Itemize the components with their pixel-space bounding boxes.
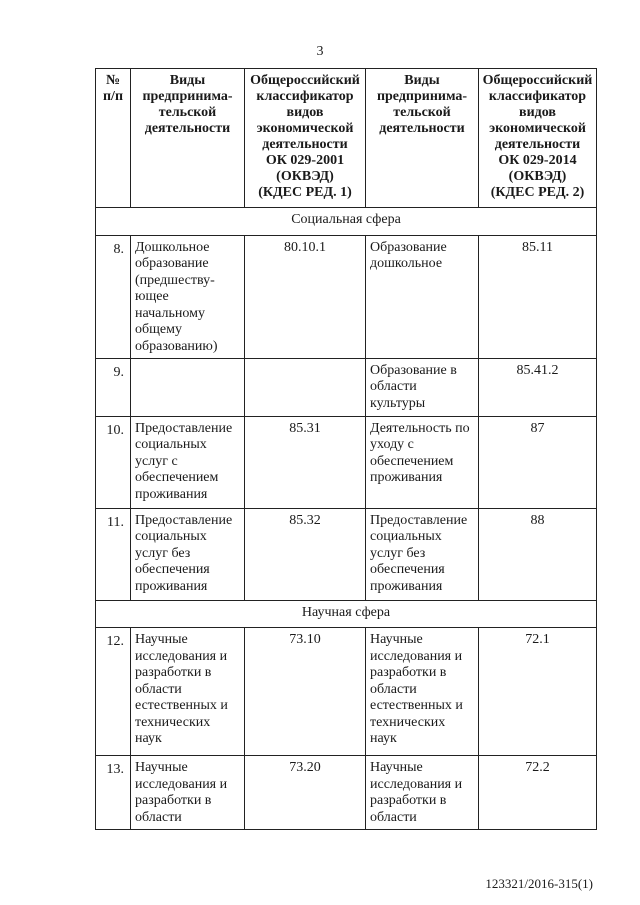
section-row bbox=[96, 600, 597, 628]
header-activity-old: Виды предпринима- тельской деятельности bbox=[131, 69, 245, 208]
activity-new: Предоставление социальных услуг без обеспечения проживания bbox=[366, 508, 479, 600]
table-header-row bbox=[96, 69, 597, 208]
code-old: 85.32 bbox=[245, 508, 366, 600]
row-num: 9. bbox=[96, 358, 131, 416]
activity-new: Научные исследования и разработки в области естественных и технических наук bbox=[366, 628, 479, 756]
table-row bbox=[96, 235, 597, 358]
activity-old: Предоставление социальных услуг без обеспечения проживания bbox=[131, 508, 245, 600]
section-row bbox=[96, 208, 597, 236]
activity-new: Научные исследования и разработки в области bbox=[366, 756, 479, 830]
header-num: № п/п bbox=[96, 69, 131, 208]
activity-new: Деятельность по уходу с обеспечением проживания bbox=[366, 416, 479, 508]
code-old: 80.10.1 bbox=[245, 235, 366, 358]
code-new: 72.1 bbox=[479, 628, 597, 756]
code-new: 85.11 bbox=[479, 235, 597, 358]
code-old bbox=[245, 358, 366, 416]
table-row bbox=[96, 508, 597, 600]
row-num: 12. bbox=[96, 628, 131, 756]
header-classifier-old: Общероссийский классификатор видов экономической деятельности ОК 029-2001 (ОКВЭД) (КДЕС РЕД. 1) bbox=[245, 69, 366, 208]
activity-old bbox=[131, 358, 245, 416]
activity-old: Предоставление социальных услуг с обеспечением проживания bbox=[131, 416, 245, 508]
row-num: 13. bbox=[96, 756, 131, 830]
page-number: 3 bbox=[316, 44, 324, 59]
code-old: 73.10 bbox=[245, 628, 366, 756]
code-new: 72.2 bbox=[479, 756, 597, 830]
table-row bbox=[96, 756, 597, 830]
code-old: 73.20 bbox=[245, 756, 366, 830]
section-title: Научная сфера bbox=[96, 600, 597, 628]
code-new: 85.41.2 bbox=[479, 358, 597, 416]
code-old: 85.31 bbox=[245, 416, 366, 508]
code-new: 87 bbox=[479, 416, 597, 508]
document-reference: 123321/2016-315(1) bbox=[485, 876, 593, 891]
activity-new: Образование в области культуры bbox=[366, 358, 479, 416]
row-num: 10. bbox=[96, 416, 131, 508]
row-num: 8. bbox=[96, 235, 131, 358]
activity-new: Образование дошкольное bbox=[366, 235, 479, 358]
activity-old: Дошкольное образование (предшеству- ющее начальному общему образованию) bbox=[131, 235, 245, 358]
activity-old: Научные исследования и разработки в области bbox=[131, 756, 245, 830]
classifier-table bbox=[95, 68, 597, 830]
section-title: Социальная сфера bbox=[96, 208, 597, 236]
table-row bbox=[96, 628, 597, 756]
code-new: 88 bbox=[479, 508, 597, 600]
row-num: 11. bbox=[96, 508, 131, 600]
header-classifier-new: Общероссийский классификатор видов экономической деятельности ОК 029-2014 (ОКВЭД) (КДЕС РЕД. 2) bbox=[479, 69, 597, 208]
table-row bbox=[96, 358, 597, 416]
header-activity-new: Виды предпринима- тельской деятельности bbox=[366, 69, 479, 208]
table-row bbox=[96, 416, 597, 508]
activity-old: Научные исследования и разработки в области естественных и технических наук bbox=[131, 628, 245, 756]
